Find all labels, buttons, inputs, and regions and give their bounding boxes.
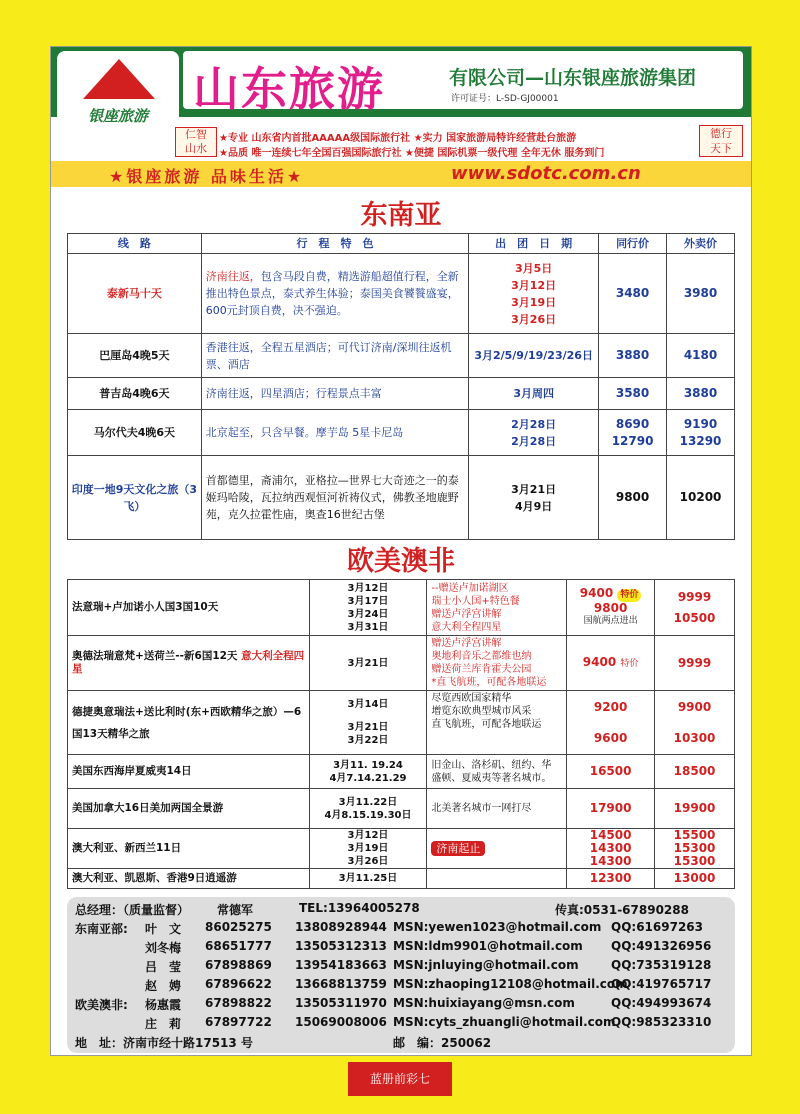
slogan-bar (51, 161, 751, 187)
route-feature (427, 691, 567, 755)
feature-line: --赠送卢加诺湖区 (431, 582, 509, 594)
route-feature: 首都德里，斋浦尔，亚格拉—世界七大奇迹之一的泰姬玛哈陵，瓦拉纳西观恒河祈祷仪式，佛教圣地鹿野苑，克久拉霍性庙，奥查16世纪古堡 (201, 456, 468, 540)
route-dates (469, 456, 599, 540)
contact-msn[interactable]: MSN:zhaoping12108@hotmail.com (393, 977, 628, 991)
date: 3月21日 (347, 722, 389, 733)
contact-phone[interactable]: 67898822 (205, 996, 272, 1010)
route-name: 普吉岛4晚6天 (68, 378, 202, 410)
seal-left-line2: 山水 (185, 142, 207, 155)
route-feature (201, 254, 468, 334)
table-row (68, 334, 735, 378)
feature-text: 包含马段自费，精选游船超值行程，全新推出特色景点，泰式养生体验；泰国美食饕餮盛宴，600元封顶自费，决不强迫。 (205, 270, 459, 317)
peer-price (567, 636, 655, 691)
route-dates (309, 789, 427, 829)
contact-row (67, 1015, 735, 1033)
price: 9400 (579, 586, 614, 600)
contact-mobile[interactable]: 13954183663 (295, 958, 387, 972)
date: 4月8.15.19.30日 (324, 809, 412, 821)
route-dates: 3月周四 (469, 378, 599, 410)
seal-right-line1: 德行 (710, 127, 732, 140)
contact-name: 叶 文 (145, 922, 182, 936)
route-feature (427, 869, 567, 889)
contact-name: 赵 娉 (145, 979, 182, 993)
section-title-southeast-asia: 东南亚 (360, 200, 442, 231)
feature-line: 赠送卢浮宫讲解 (431, 608, 502, 620)
table-row (68, 254, 735, 334)
europe-america-table (67, 579, 735, 889)
date: 3月26日 (511, 312, 557, 326)
col-header-retail-price: 外卖价 (667, 234, 735, 254)
logo (57, 51, 179, 131)
price-note: 国航两点进出 (583, 616, 638, 626)
retail-price (655, 580, 735, 636)
retail-price: 3880 (667, 378, 735, 410)
contact-mobile[interactable]: 13668813759 (295, 977, 387, 991)
route-name: 印度一地9天文化之旅（3飞） (68, 456, 202, 540)
feature-line: 直飞航班，可配各地联运 (431, 719, 542, 730)
page-footer-label: 蓝册前彩七 (348, 1062, 452, 1096)
price: 8690 (615, 416, 650, 431)
contact-name: 杨惠霞 (145, 998, 182, 1012)
feature-line: 奥地利音乐之都维也纳 (431, 651, 532, 662)
route-dates: 3月21日 (309, 636, 427, 691)
date: 2月28日 (511, 434, 557, 448)
gm-label: 总经理：（质量监督） (75, 903, 190, 917)
contact-dept: 东南亚部: (75, 922, 128, 936)
retail-price (655, 691, 735, 755)
contact-msn[interactable]: MSN:yewen1023@hotmail.com (393, 920, 602, 934)
route-dates (309, 580, 427, 636)
price: 10300 (673, 730, 716, 745)
contact-phone[interactable]: 86025275 (205, 920, 272, 934)
table-row (68, 636, 735, 691)
route-name: 美国东西海岸夏威夷14日 (68, 755, 310, 789)
contact-address-row (67, 1034, 735, 1052)
contact-qq: QQ:491326956 (611, 939, 712, 953)
table-row (68, 456, 735, 540)
price: 15300 (673, 854, 716, 868)
fax-number: 传真:0531-67890288 (555, 903, 689, 917)
feature-line: 赠送荷兰库肯霍夫公园 (431, 664, 532, 675)
contact-phone[interactable]: 68651777 (205, 939, 272, 953)
table-row (68, 755, 735, 789)
col-header-route: 线 路 (68, 234, 202, 254)
route-name (68, 636, 310, 691)
table-header-row (68, 234, 735, 254)
route-dates: 3月11.25日 (309, 869, 427, 889)
retail-price: 4180 (667, 334, 735, 378)
date: 3月11. 19.24 (333, 759, 403, 771)
contact-phone[interactable]: 67898869 (205, 958, 272, 972)
seal-right (699, 125, 743, 157)
contact-mobile[interactable]: 13505311970 (295, 996, 387, 1010)
feature-line: 赠送卢浮宫讲解 (431, 638, 502, 649)
route-dates (469, 410, 599, 456)
date: 3月12日 (347, 582, 389, 594)
date: 3月5日 (514, 261, 553, 275)
table-row (68, 691, 735, 755)
date: 3月21日 (511, 482, 557, 496)
retail-price: 9999 (655, 636, 735, 691)
price: 9900 (677, 699, 712, 714)
peer-price: 9800 (599, 456, 667, 540)
route-dates: 3月2/5/9/19/23/26日 (469, 334, 599, 378)
contact-row (67, 977, 735, 995)
col-header-peer-price: 同行价 (599, 234, 667, 254)
southeast-asia-table (67, 233, 735, 540)
peer-price (567, 829, 655, 869)
date: 3月26日 (347, 856, 389, 867)
route-name: 德捷奥意瑞法+送比利时(东+西欧精华之旅）—6国13天精华之旅 (68, 691, 310, 755)
special-price-badge: 特价 (617, 589, 641, 602)
seal-left-line1: 仁智 (185, 128, 207, 141)
departure-badge: 济南起止 (431, 841, 485, 856)
feature-line: 增览东欧典型城市风采 (431, 706, 532, 717)
contact-qq: QQ:61697263 (611, 920, 703, 934)
price: 9999 (677, 589, 712, 604)
gm-name: 常德军 (217, 903, 254, 917)
route-text: 奥德法瑞意梵+送荷兰--新6国12天 (72, 650, 238, 662)
retail-price (655, 829, 735, 869)
table-row (68, 829, 735, 869)
route-dates (309, 829, 427, 869)
route-name: 澳大利亚、凯恩斯、香港9日逍遥游 (68, 869, 310, 889)
retail-price: 3980 (667, 254, 735, 334)
feature-line: 旧金山、洛杉矶、纽约、华 (431, 759, 552, 771)
contact-qq: QQ:494993674 (611, 996, 712, 1010)
route-feature (427, 829, 567, 869)
contact-mobile[interactable]: 13505312313 (295, 939, 387, 953)
contact-row (67, 920, 735, 938)
flyer-card (50, 46, 752, 1056)
section-title-europe-america: 欧美澳非 (347, 546, 455, 577)
peer-price (567, 691, 655, 755)
date: 3月19日 (511, 295, 557, 309)
price: 9190 (683, 416, 718, 431)
route-feature: 北京起至，只含早餐。摩芋岛 5星卡尼岛 (201, 410, 468, 456)
seal-right-line2: 天下 (710, 142, 732, 155)
table-row (68, 580, 735, 636)
retail-price (667, 410, 735, 456)
peer-price: 12300 (567, 869, 655, 889)
price: 9400 (582, 654, 617, 669)
contact-qq: QQ:735319128 (611, 958, 712, 972)
contact-phone[interactable]: 67896622 (205, 977, 272, 991)
contact-row (67, 996, 735, 1014)
contact-msn[interactable]: MSN:ldm9901@hotmail.com (393, 939, 583, 953)
contact-gm-row (67, 901, 735, 919)
contact-row (67, 958, 735, 976)
price: 15500 (673, 828, 716, 842)
contact-dept: 欧美澳非: (75, 998, 128, 1012)
peer-price: 3880 (599, 334, 667, 378)
seal-left (175, 127, 217, 157)
contact-msn[interactable]: MSN:cyts_zhuangli@hotmail.com (393, 1015, 616, 1029)
date: 3月22日 (347, 735, 389, 746)
contact-name: 庄 莉 (145, 1017, 182, 1031)
date: 3月14日 (347, 699, 389, 710)
feature-line: 瑞士小人国+特色餐 (431, 595, 520, 607)
date: 2月28日 (511, 417, 557, 431)
mountain-icon (83, 59, 155, 99)
contact-phone[interactable]: 67897722 (205, 1015, 272, 1029)
route-dates (309, 755, 427, 789)
price: 14300 (589, 841, 632, 855)
retail-price: 13000 (655, 869, 735, 889)
table-row (68, 869, 735, 889)
price: 9800 (593, 601, 628, 615)
date: 3月12日 (347, 830, 389, 841)
gm-phone[interactable]: TEL:13964005278 (299, 901, 420, 915)
postcode: 邮 编：250062 (393, 1036, 492, 1050)
price: 10500 (673, 610, 716, 625)
route-name: 法意瑞+卢加诺小人国3国10天 (68, 580, 310, 636)
route-feature (427, 636, 567, 691)
date: 3月19日 (347, 843, 389, 854)
col-header-dates: 出 团 日 期 (469, 234, 599, 254)
route-name: 巴厘岛4晚5天 (68, 334, 202, 378)
route-name: 澳大利亚、新西兰11日 (68, 829, 310, 869)
contact-name: 吕 莹 (145, 960, 182, 974)
contact-panel (67, 897, 735, 1053)
contact-qq: QQ:985323310 (611, 1015, 712, 1029)
contact-name: 刘冬梅 (145, 941, 182, 955)
price: 14500 (589, 828, 632, 842)
feature-line: *直飞航班，可配各地联运 (431, 677, 547, 688)
date: 3月11.22日 (338, 796, 398, 808)
date: 4月7.14.21.29 (329, 772, 407, 784)
route-dates (469, 254, 599, 334)
slogan: ★银座旅游 品味生活★ (109, 167, 305, 186)
date: 3月12日 (511, 278, 557, 292)
route-name: 美国加拿大16日美加两国全景游 (68, 789, 310, 829)
route-dates (309, 691, 427, 755)
price: 15300 (673, 841, 716, 855)
table-row (68, 410, 735, 456)
brand-sub: 有限公司—山东银座旅游集团 (449, 67, 697, 89)
date: 3月24日 (347, 608, 389, 620)
tagline-2: ★品质 唯一连续七年全国百强国际旅行社 ★便捷 国际机票一级代理 全年无休 服务到门 (219, 148, 605, 159)
website-link[interactable]: www.sdotc.com.cn (451, 163, 641, 184)
table-row (68, 789, 735, 829)
date: 3月17日 (347, 595, 389, 607)
contact-mobile[interactable]: 13808928944 (295, 920, 387, 934)
header (51, 47, 751, 165)
contact-row (67, 939, 735, 957)
date: 3月31日 (347, 621, 389, 633)
retail-price: 19900 (655, 789, 735, 829)
contact-qq: QQ:419765717 (611, 977, 712, 991)
feature-highlight: 济南往返， (205, 270, 261, 283)
price: 12790 (611, 433, 654, 448)
feature-line: 尽览西欧国家精华 (431, 693, 512, 704)
route-feature (427, 580, 567, 636)
date: 4月9日 (514, 499, 553, 513)
route-feature (427, 755, 567, 789)
route-feature: 北美著名城市一网打尽 (427, 789, 567, 829)
feature-line: 盛顿、夏威夷等著名城市。 (431, 772, 552, 784)
retail-price: 18500 (655, 755, 735, 789)
peer-price: 3480 (599, 254, 667, 334)
table-row (68, 378, 735, 410)
route-feature: 香港往返，全程五星酒店；可代订济南/深圳往返机票、酒店 (201, 334, 468, 378)
peer-price: 3580 (599, 378, 667, 410)
peer-price: 17900 (567, 789, 655, 829)
contact-mobile[interactable]: 15069008006 (295, 1015, 387, 1029)
feature-line: 意大利全程四星 (431, 621, 502, 633)
address: 地 址：济南市经十路17513 号 (75, 1036, 253, 1050)
route-name: 泰新马十天 (68, 254, 202, 334)
brand-box (183, 51, 743, 116)
contact-msn[interactable]: MSN:jnluying@hotmail.com (393, 958, 579, 972)
route-feature: 济南往返，四星酒店；行程景点丰富 (201, 378, 468, 410)
route-name: 马尔代夫4晚6天 (68, 410, 202, 456)
price: 9200 (593, 699, 628, 714)
tagline-1: ★专业 山东省内首批AAAAA级国际旅行社 ★实力 国家旅游局特许经营赴台旅游 (219, 133, 577, 144)
contact-msn[interactable]: MSN:huixiayang@msn.com (393, 996, 575, 1010)
route-highlight: 意大利全程四星 (72, 650, 305, 675)
price: 9600 (593, 730, 628, 745)
special-price-label: 特价 (620, 658, 639, 669)
col-header-feature: 行 程 特 色 (201, 234, 468, 254)
peer-price (567, 580, 655, 636)
brand-main: 山东旅游 (193, 62, 385, 116)
price: 13290 (679, 433, 722, 448)
retail-price: 10200 (667, 456, 735, 540)
logo-text: 银座旅游 (87, 107, 148, 125)
peer-price (599, 410, 667, 456)
peer-price: 16500 (567, 755, 655, 789)
price: 14300 (589, 854, 632, 868)
license-number: 许可证号：L-SD-GJ00001 (451, 94, 559, 104)
